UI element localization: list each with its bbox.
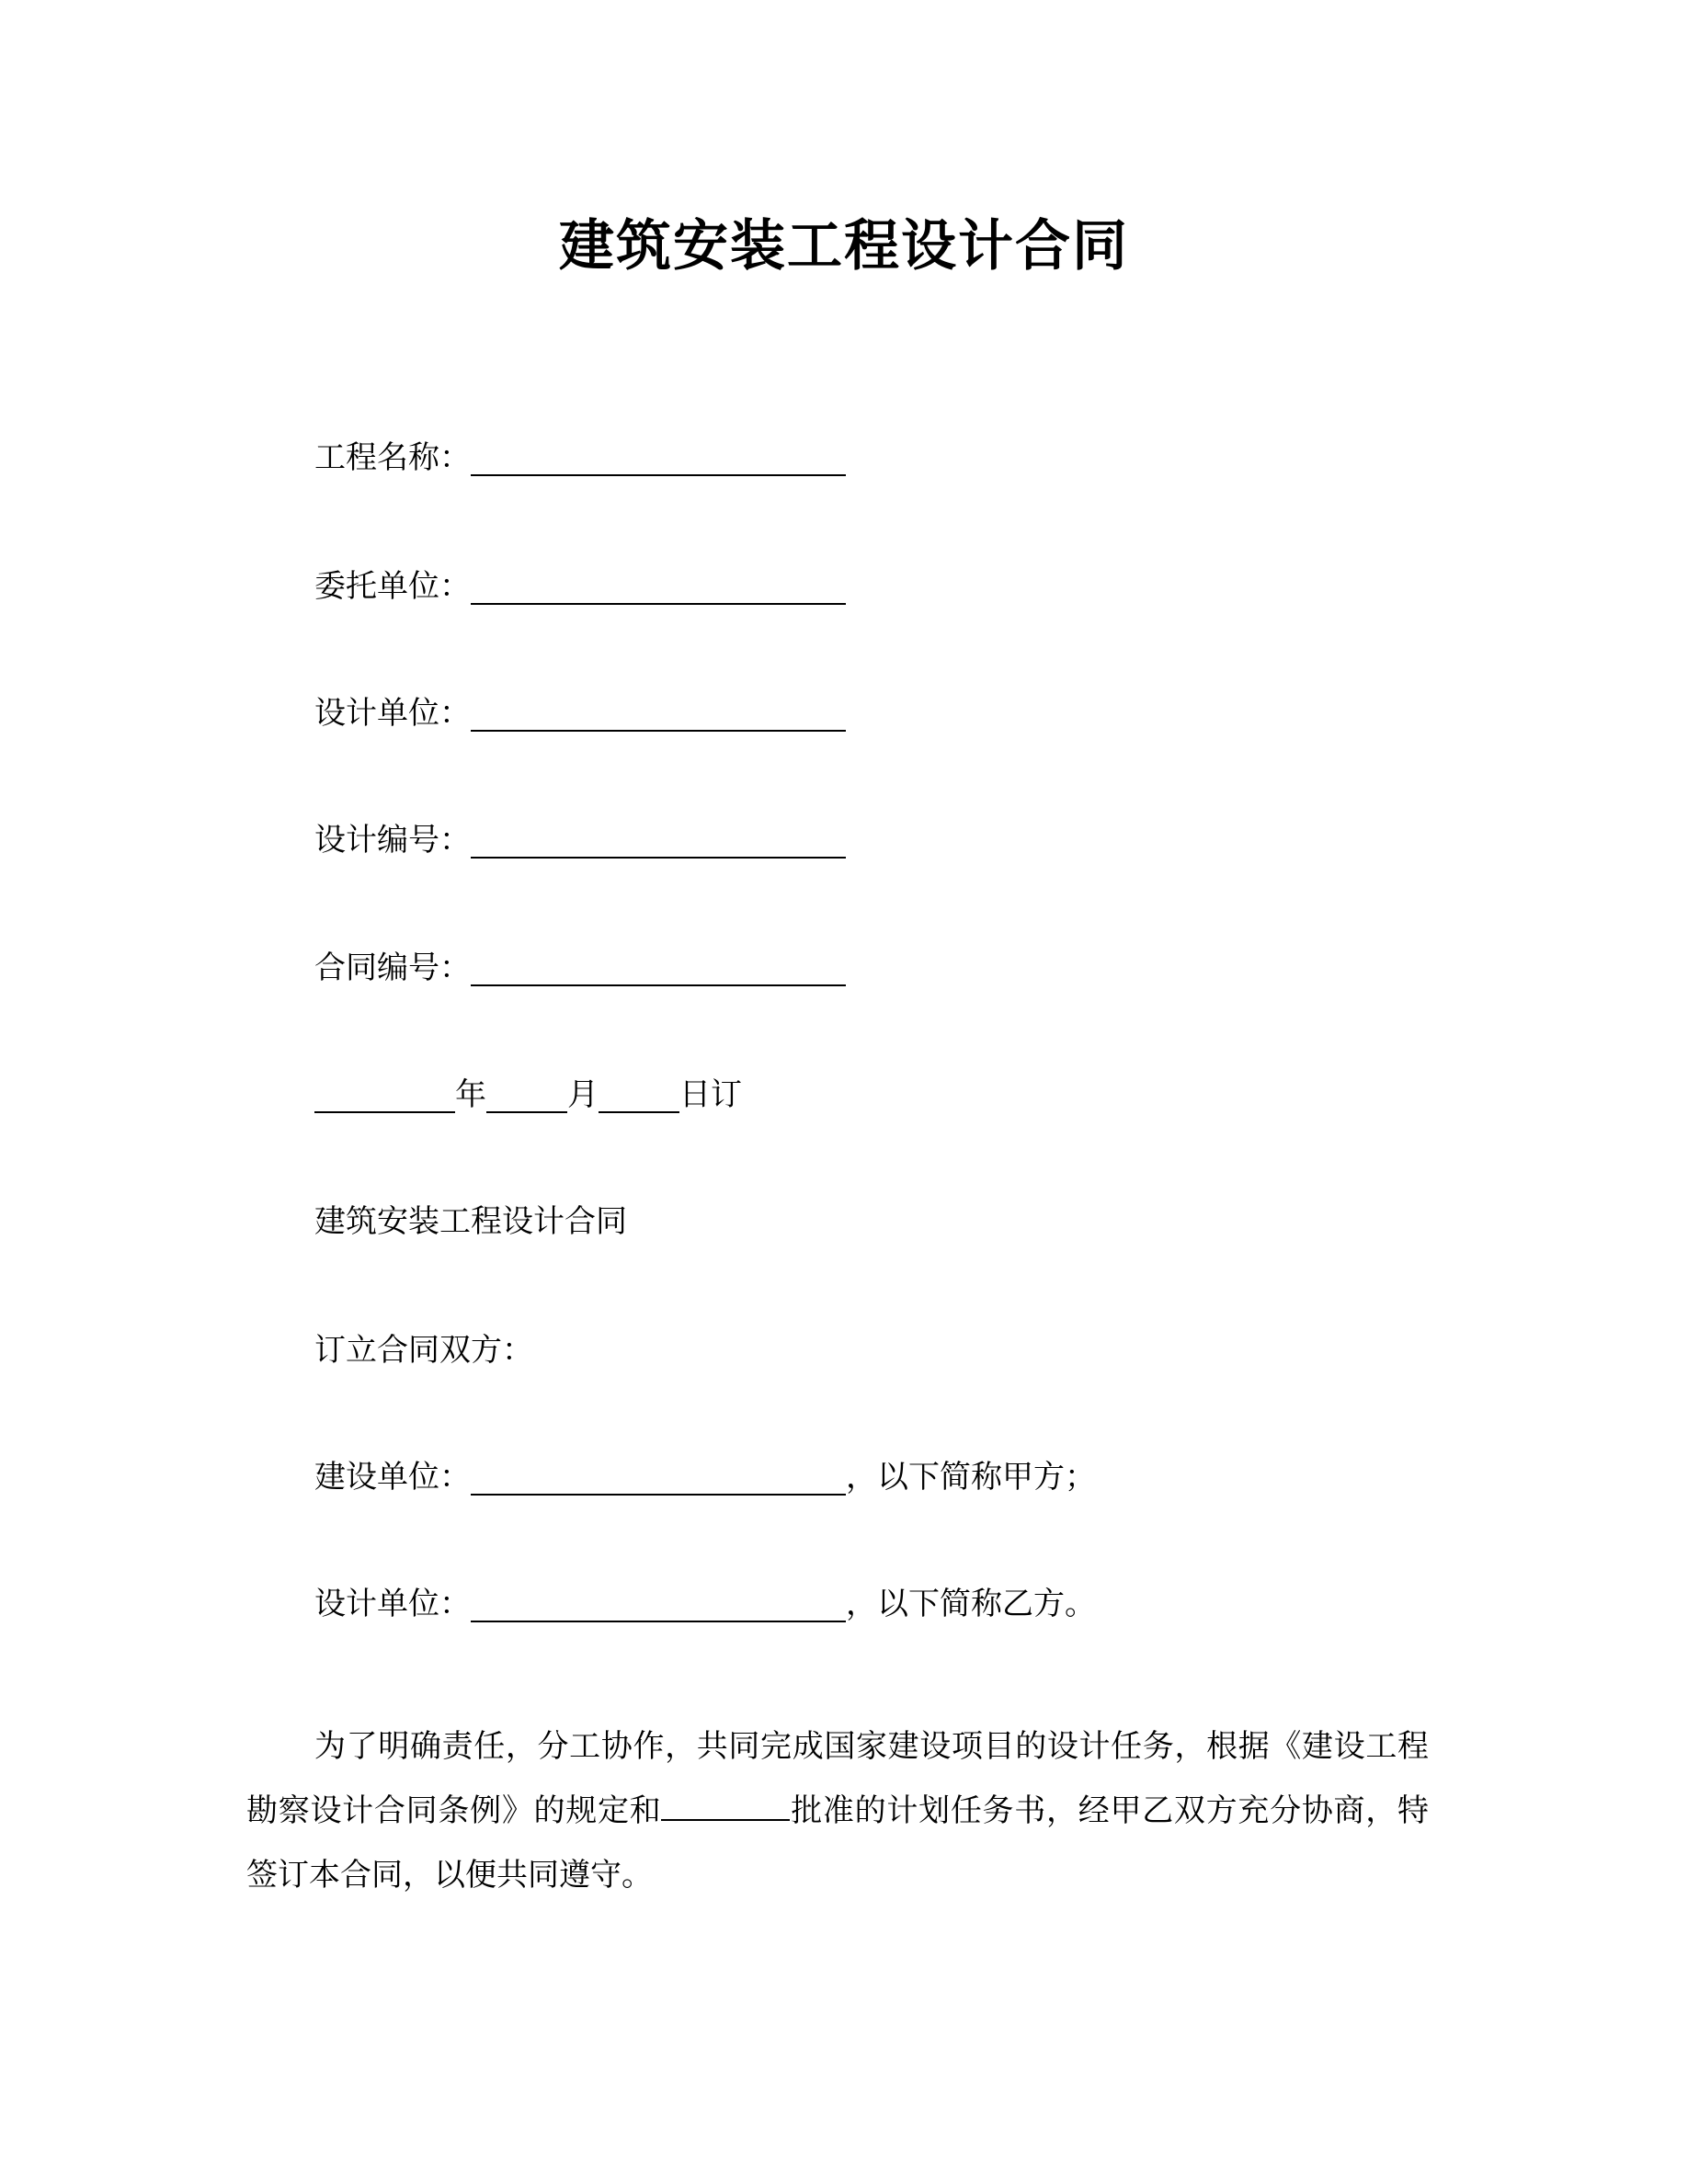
party-a-label: 建设单位： [314,1459,471,1496]
party-b [314,1586,1096,1622]
field-label: 委托单位： [314,568,471,605]
parties-heading: 订立合同双方： [314,1332,533,1369]
day-blank[interactable] [599,1084,679,1113]
blank-line[interactable] [471,447,846,476]
party-a [314,1459,1096,1496]
field-label: 工程名称： [314,439,471,476]
month-blank[interactable] [486,1084,567,1113]
party-b-suffix: ，以下简称乙方。 [846,1586,1096,1622]
contract-subtitle: 建筑安装工程设计合同 [314,1203,627,1240]
blank-line[interactable] [471,957,846,986]
party-b-label: 设计单位： [314,1586,471,1622]
blank-line[interactable] [471,1593,846,1622]
blank-line[interactable] [471,575,846,605]
field-design-unit [314,695,846,732]
party-a-suffix: ，以下简称甲方； [846,1459,1096,1496]
month-label: 月 [567,1076,599,1113]
preamble-text-1: 为了明确责任，分工协作，共同完成国家建设项目的设计任务，根据《建设工程勘察设计合同条例》的规定和 [246,1728,1429,1829]
document-title: 建筑安装工程设计合同 [559,214,1129,279]
field-label: 合同编号： [314,950,471,986]
field-label: 设计单位： [314,695,471,732]
blank-line[interactable] [471,829,846,859]
preamble-text-2: 批准的计划任务书，经甲乙双方充分协商，特签订本合同，以便共同遵守。 [246,1792,1430,1894]
field-contract-number [314,950,846,986]
year-blank[interactable] [314,1084,455,1113]
approver-blank[interactable] [661,1793,790,1821]
preamble-paragraph [246,1714,1429,1907]
year-label: 年 [455,1076,486,1113]
date-line [314,1076,742,1113]
field-design-number [314,822,846,859]
field-client [314,568,846,605]
day-label: 日订 [679,1076,742,1113]
blank-line[interactable] [471,702,846,732]
blank-line[interactable] [471,1466,846,1496]
field-project-name [314,439,846,476]
field-label: 设计编号： [314,822,471,859]
